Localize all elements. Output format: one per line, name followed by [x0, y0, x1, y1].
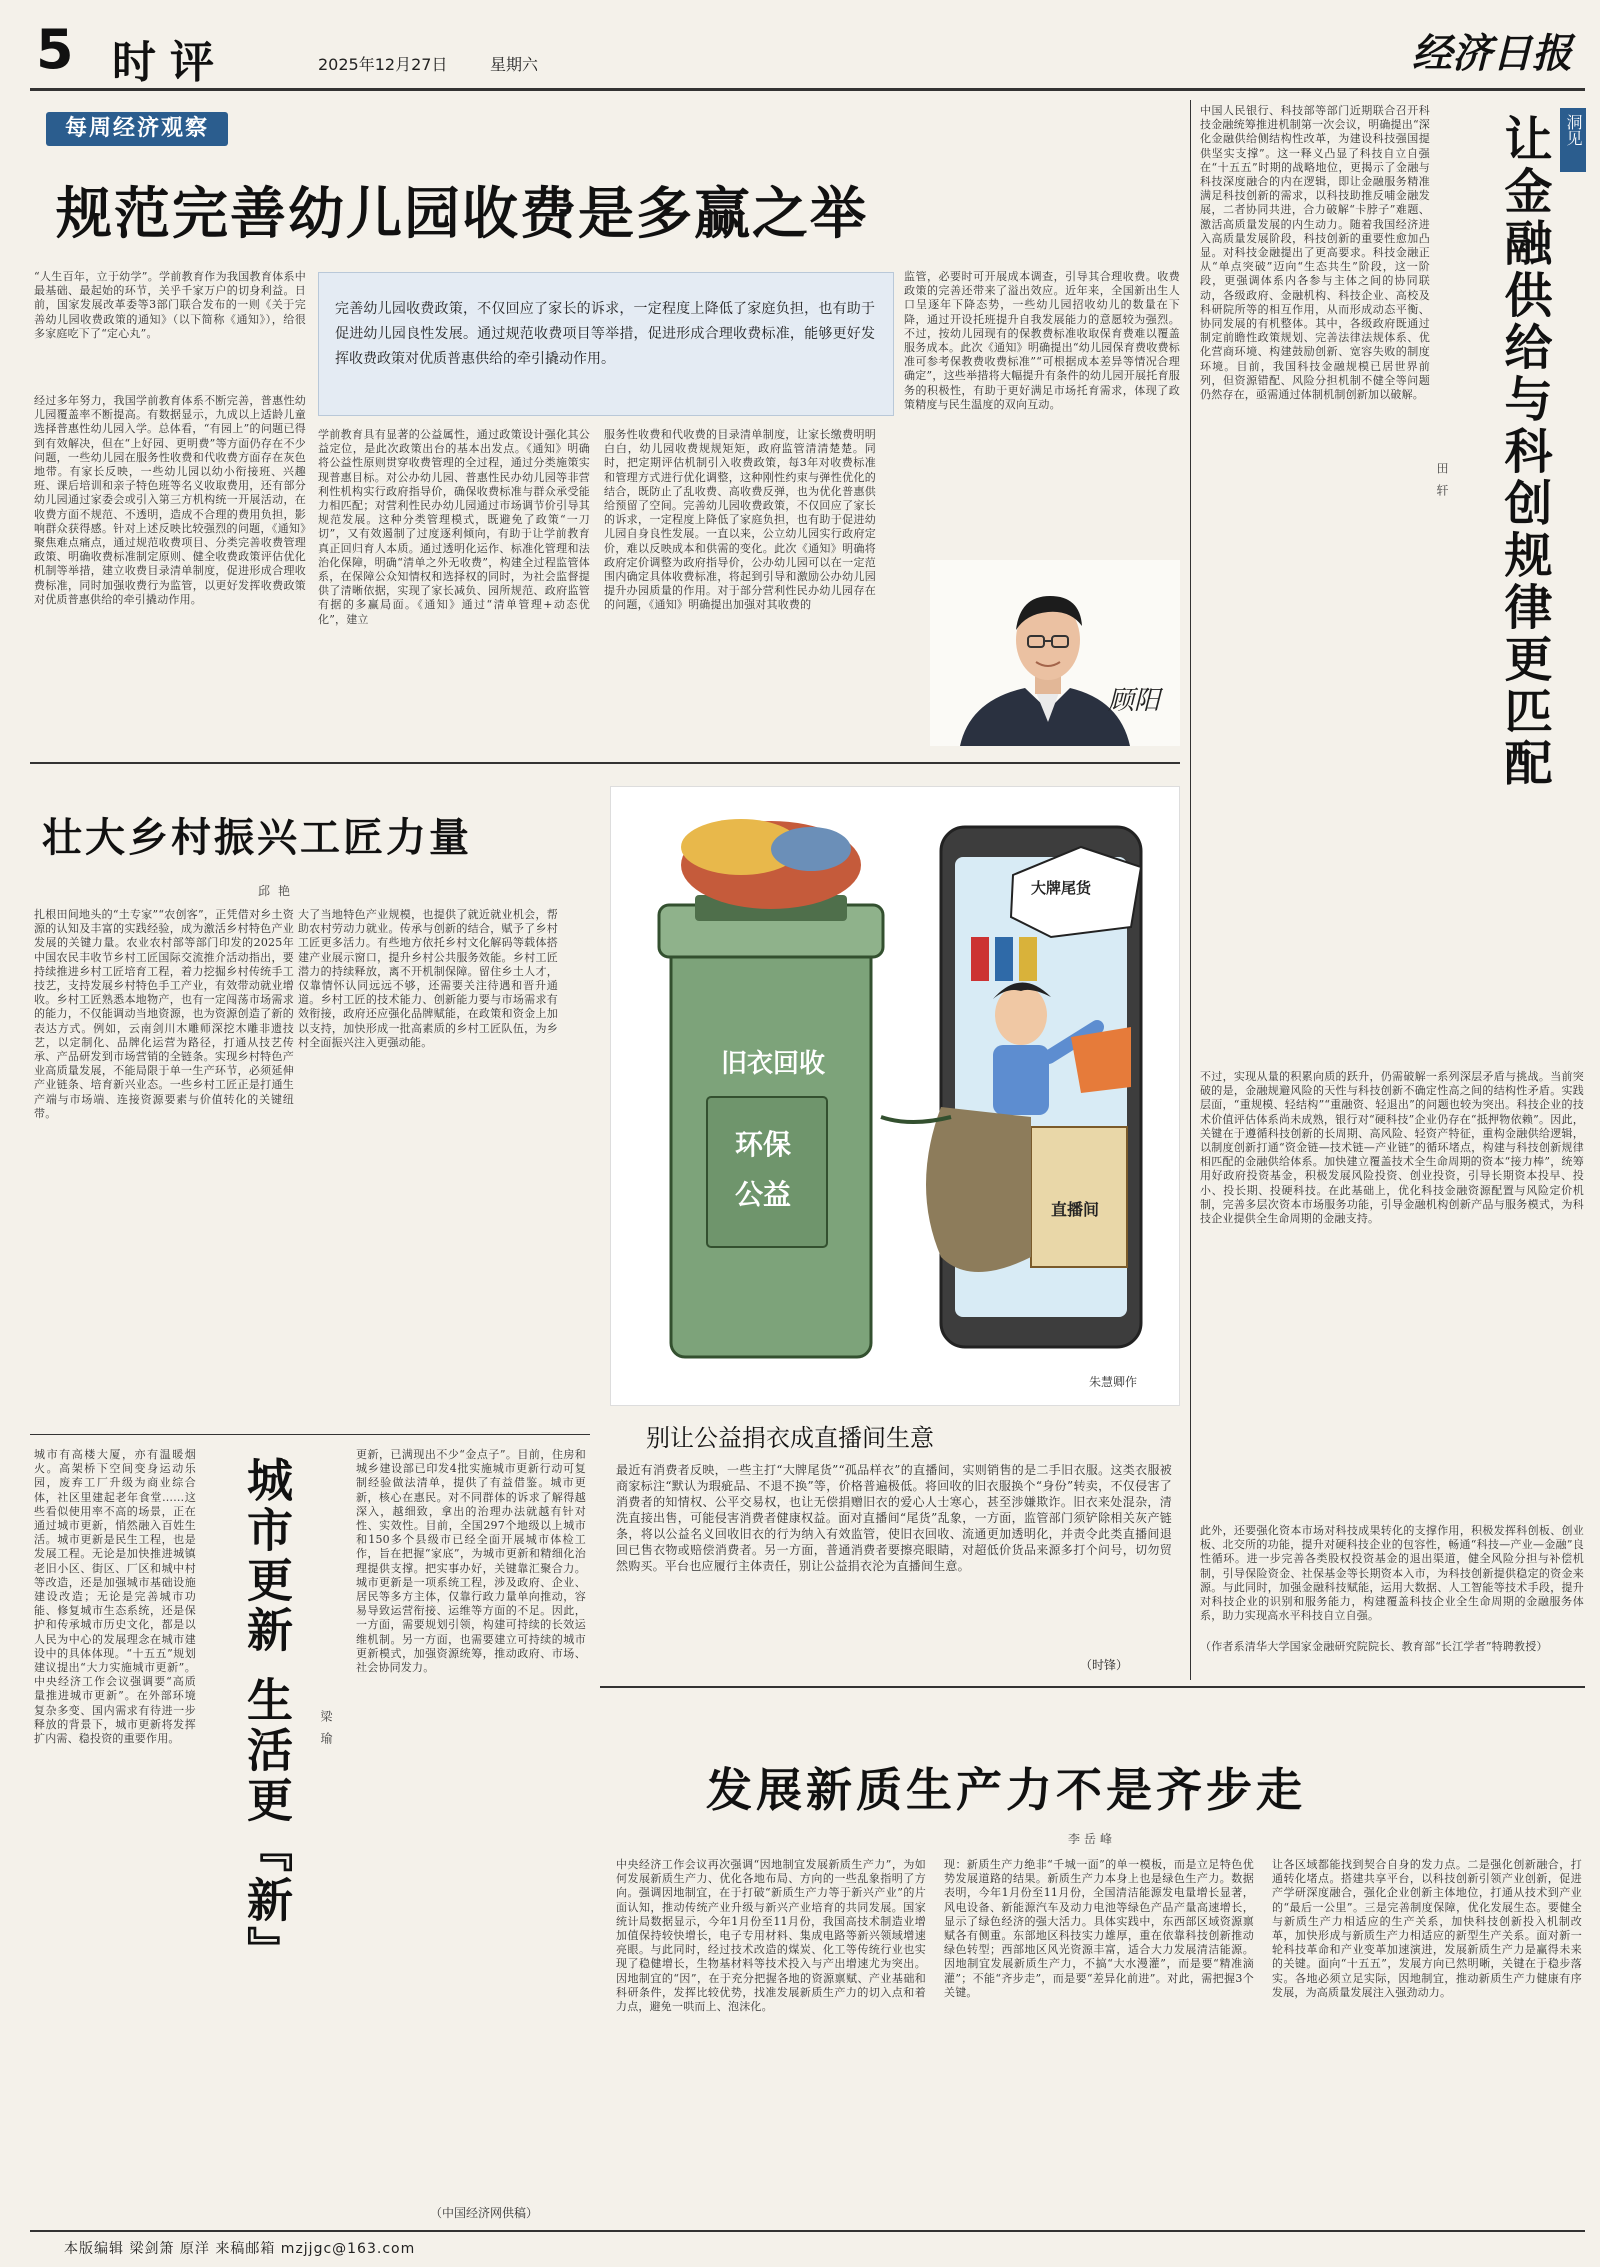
issue-date: 2025年12月27日: [318, 55, 448, 74]
a2-col2-body: 大了当地特色产业规模，也提供了就近就业机会，帮助农村劳动力就业。传承与创新的结合，赋予了乡村工匠更多活力。有些地方依托乡村文化解码等载体搭建产业展示窗口，提升乡村公共服务效能。乡村工匠潜力的持续释放，离不开机制保障。留住乡土人才，仅靠情怀认同远远不够，还需要关注待遇和晋升通道。乡村工匠的技术能力、创新能力要与市场需求有效衔接，政府还应强化品牌赋能，在政策和资金上加以支持，加快形成一批高素质的乡村工匠队伍，为乡村全面振兴注入更强动能。: [298, 908, 558, 1049]
a4-sign: （时锋）: [1080, 1658, 1129, 1672]
cartoon-bin-label-3: 公益: [735, 1178, 792, 1211]
a2-col1-body: 扎根田间地头的“土专家”“农创客”，正凭借对乡土资源的认知及丰富的实践经验，成为激活乡村特色产业发展的关键力量。农业农村部等部门印发的2025年中国农民丰收节乡村工匠国际交流推介活动指出，要持续推进乡村工匠培育工程，着力挖掘乡村传统手工技艺，支持发展乡村特色手工产业，有效带动就业增收。乡村工匠熟悉本地物产，也有一定闯荡市场需求的能力，不仅能调动当地资源，也为资源创造了新的表达方式。例如，云南剑川木雕师深挖木雕非遗技艺，以定制化、品牌化运营为路径，打通从技艺传承、产品研发到市场营销的全链条。实现乡村特色产业高质量发展，不能局限于单一生产环节，必须延伸产业链条、培育新兴业态。一些乡村工匠正是打通生产端与市场端、连接资源要素与价值转化的关键纽带。: [34, 908, 294, 1120]
section-name: 时评: [112, 37, 228, 88]
headline-rural-craftsmen: 壮大乡村振兴工匠力量: [42, 815, 472, 861]
cartoon-drawing: [611, 787, 1179, 1405]
a5-bio: （作者系清华大学国家金融研究院院长、教育部“长江学者”特聘教授）: [1200, 1640, 1548, 1653]
column-tag-insight: [1560, 108, 1586, 172]
column-tag-insight-label: 洞见: [1564, 114, 1583, 146]
cartoon: [610, 786, 1180, 1406]
page-number: 5: [36, 18, 74, 81]
a5-col3-body: 此外，还要强化资本市场对科技成果转化的支撑作用，积极发挥科创板、创业板、北交所的功能，提升对硬科技企业的包容性，畅通“科技—产业—金融”良性循环。进一步完善各类股权投资基金的退出渠道，健全风险分担与补偿机制，引导保险资金、社保基金等长期资本入市，为科技创新提供稳定的资金来源。与此同时，加强金融科技赋能，运用大数据、人工智能等技术手段，提升对科技企业的识别和服务能力，构建覆盖科技企业全生命周期的金融服务体系，助力实现高水平科技自立自强。: [1200, 1524, 1584, 1623]
newspaper-logo: 经济日报: [1412, 30, 1572, 77]
author-portrait: [930, 560, 1180, 746]
masthead-rule: [30, 88, 1585, 91]
a6-col1-body: 中央经济工作会议再次强调“因地制宜发展新质生产力”，为如何发展新质生产力、优化各地布局、方向的一些乱象指明了方向。强调因地制宜，在于打破“新质生产力等于新兴产业”的片面认知，推动传统产业升级与新兴产业培育的共同发展。国家统计局数据显示，今年1月份至11月份，我国高技术制造业增加值保持较快增长，电子专用材料、集成电路等新兴领域增速亮眼。与此同时，经过技术改造的煤炭、化工等传统行业也实现了稳健增长，生物基材料等技术投入与产出增速尤为突出。因地制宜的“因”，在于充分把握各地的资源禀赋、产业基础和科研条件，发挥比较优势，找准发展新质生产力的切入点和着力点，避免一哄而上、泡沫化。: [616, 1858, 926, 2014]
headline-urban-renewal: 城市更新 生活更『新』: [240, 1456, 294, 1977]
a5-author: 田轩: [1435, 462, 1449, 506]
footer-editors: 本版编辑 梁剑箫 原洋 来稿邮箱 mzjjgc@163.com: [64, 2241, 416, 2257]
a1-col2-body: 学前教育具有显著的公益属性，通过政策设计强化其公益定位，是此次政策出台的基本出发点。《通知》明确将公益性原则贯穿收费管理的全过程，通过分类施策实现普惠目标。对公办幼儿园、普惠性民办幼儿园等非营利性机构实行政府指导价，确保收费标准与群众承受能力相匹配；对营利性民办幼儿园通过市场调节价引导其规范发展。这种分类管理模式，既避免了政策“一刀切”，又有效遏制了过度逐利倾向，有助于让学前教育真正回归育人本质。通过透明化运作、标准化管理和法治化保障，明确“清单之外无收费”，构建全过程监管体系，在保障公众知情权和选择权的同时，为社会监督提供了清晰依据，实现了家长减负、园所规范、政府监管有据的多赢局面。《通知》通过“清单管理+动态优化”，建立: [318, 428, 590, 626]
cartoon-bin-label-1: 旧衣回收: [721, 1049, 826, 1079]
cartoon-bubble-label: 大牌尾货: [1031, 879, 1092, 897]
headline-kindergarten-fees: 规范完善幼儿园收费是多赢之举: [56, 182, 868, 247]
a3-credit: （中国经济网供稿）: [430, 2206, 539, 2220]
a2-author: 邱艳: [258, 884, 299, 898]
summary-box: [318, 272, 894, 416]
column-tag: [46, 112, 228, 146]
cartoon-bin-label-2: 环保: [735, 1128, 792, 1161]
issue-weekday: 星期六: [490, 55, 539, 74]
author-signature: 顾阳: [1108, 686, 1161, 716]
a1-col4-body: 监管，必要时可开展成本调查，引导其合理收费。收费政策的完善还带来了溢出效应。近年来，全国新出生人口呈逐年下降态势，一些幼儿园招收幼儿的数量在下降，通过开设托班提升自我发展能力的意愿较为强烈。不过，按幼儿园现有的保教费标准收取保育费难以覆盖服务成本。此次《通知》明确提出“幼儿园保育费收费标准可参考保教费收费标准”“可根据成本差异等情况合理确定”，这些举措将大幅提升有条件的幼儿园开展托育服务的积极性，有助于更好满足市场托育需求，体现了政策精度与民生温度的双向互动。: [904, 270, 1180, 411]
a6-author: 李岳峰: [1068, 1832, 1117, 1846]
headline-new-productivity: 发展新质生产力不是齐步走: [706, 1763, 1306, 1817]
a3-col1-body: 城市有高楼大厦，亦有温暖烟火。高架桥下空间变身运动乐园，废弃工厂升级为商业综合体，社区里建起老年食堂……这些看似使用率不高的场景，正在通过城市更新，悄然融入百姓生活。城市更新是民生工程，也是发展工程。无论是加快推进城镇老旧小区、街区、厂区和城中村等改造，还是加强城市基础设施建设改造；无论是完善城市功能、修复城市生态系统，还是保护和传承城市历史文化，都是以人民为中心的发展理念在城市建设中的具体体现。“十五五”规划建议提出“大力实施城市更新”。中央经济工作会议强调要“高质量推进城市更新”。在外部环境复杂多变、国内需求有待进一步释放的背景下，城市更新将发挥扩内需、稳投资的重要作用。: [34, 1448, 196, 1746]
column-tag-label: 每周经济观察: [64, 116, 209, 141]
rule-right-column: [1190, 100, 1191, 1680]
cartoon-artist-credit: 朱慧卿作: [1089, 1375, 1138, 1389]
a4-body: 最近有消费者反映，一些主打“大牌尾货”“孤品样衣”的直播间，实则销售的是二手旧衣服。这类衣服被商家标注“默认为瑕疵品、不退不换”等，价格普遍极低。将回收的旧衣服换个“身份”转卖，不仅侵害了消费者的知情权、公平交易权，也让无偿捐赠旧衣的爱心人士寒心，甚至涉嫌欺诈。旧衣来处混杂，清洗直接出售，可能侵害消费者健康权益。面对直播间“尾货”乱象，一方面，监管部门须铲除相关灰产链条，将以公益名义回收旧衣的行为纳入有效监管，使旧衣回收、流通更加透明化，并责令此类直播间退回已售衣物或赔偿消费者。另一方面，普通消费者要擦亮眼睛，对超低价货品来源多打个问号，切勿贸然购买。平台也应履行主体责任，别让公益捐衣沦为直播间生意。: [616, 1463, 1172, 1573]
footer-rule: [30, 2230, 1585, 2232]
a5-col1-body: 中国人民银行、科技部等部门近期联合召开科技金融统筹推进机制第一次会议，明确提出“深化金融供给侧结构性改革，为建设科技强国提供坚实支撑”。这一释义凸显了科技自立自强在“十五五”时期的战略地位，更揭示了金融与科技深度融合的内在逻辑，即让金融服务精准满足科技创新的需求，以科技助推反哺金融发展，二者协同共进，合力破解“卡脖子”难题、激活高质量发展的内生动力。随着我国经济进入高质量发展阶段，科技创新的重要性愈加凸显。对科技金融提出了更高要求。科技金融正从“单点突破”迈向“生态共生”阶段，这一阶段，更强调体系内各参与主体之间的协同联动，各级政府、金融机构、科技企业、高校及科研院所等的相互作用，从而形成动态平衡、协同发展的有机整体。其中，各级政府既通过制定前瞻性政策规划、完善法律法规体系、优化营商环境、构建鼓励创新、宽容失败的制度环境。目前，我国科技金融规模已居世界前列，但资源错配、风险分担机制不健全等问题仍然存在，亟需通过体制机制创新加以破解。: [1200, 104, 1430, 402]
portrait-illustration: [930, 560, 1180, 746]
rule-a2-bottom: [30, 1434, 590, 1435]
cartoon-screen-label: 直播间: [1051, 1200, 1100, 1219]
a6-col3-body: 让各区域都能找到契合自身的发力点。二是强化创新融合，打通转化堵点。搭建共享平台，以科技创新引领产业创新，促进产学研深度融合，强化企业创新主体地位，打通从技术到产业的“最后一公里”。三是完善制度保障，优化发展生态。要健全与新质生产力相适应的生产关系，加快科技创新投入机制改革，加快形成与新质生产力相适应的新型生产关系。面对新一轮科技革命和产业变革加速演进，发展新质生产力是赢得未来的关键。面向“十五五”，发展方向已然明晰，关键在于稳步落实。各地必须立足实际，因地制宜，推动新质生产力健康有序发展，为高质量发展注入强劲动力。: [1272, 1858, 1582, 1999]
a6-col2-body: 现：新质生产力绝非“千城一面”的单一模板，而是立足特色优势发展道路的结果。新质生产力本身上也是绿色生产力。数据表明，今年1月份至11月份，全国清洁能源发电量增长显著，风电设备、新能源汽车及动力电池等绿色产品产量高速增长，显示了绿色经济的强大活力。具体实践中，东西部区域资源禀赋各有侧重。东部地区科技实力雄厚，重在依靠科技创新推动绿色转型；西部地区风光资源丰富，适合大力发展清洁能源。因地制宜发展新质生产力，不搞“大水漫灌”，而是要“精准滴灌”；不能“齐步走”，而是要“差异化前进”。对此，需把握3个关键。: [944, 1858, 1254, 1999]
a3-col2-body: 更新，已满现出不少“金点子”。目前，住房和城乡建设部已印发4批实施城市更新行动可复制经验做法清单，提供了有益借鉴。城市更新，核心在惠民。对不同群体的诉求了解得越深入，越细致，拿出的治理办法就越有针对性、实效性。目前，全国297个地级以上城市和150多个县级市已经全面开展城市体检工作，旨在把握“家底”，为城市更新和精细化治理提供支撑。把实事办好，关键靠汇聚合力。城市更新是一项系统工程，涉及政府、企业、居民等多方主体，仅靠行政力量单向推动，容易导致运营衔接、运维等方面的不足。因此，一方面，需要规划引领，构建可持续的长效运维机制。另一方面，也需要建立可持续的城市更新模式，加强资源统筹，推动政府、市场、社会协同发力。: [356, 1448, 586, 1675]
a1-col3-body: 服务性收费和代收费的目录清单制度，让家长缴费明明白白，幼儿园收费规规矩矩，政府监管清清楚楚。同时，把定期评估机制引入收费政策，每3年对收费标准和管理方式进行优化调整，这种刚性约束与弹性优化的结合，既防止了乱收费、高收费反弹，也为优化普惠供给预留了空间。完善幼儿园收费政策，不仅回应了家长的诉求，一定程度上降低了家庭负担，也有助于促进幼儿园自身良性发展。一直以来，公立幼儿园实行政府定价，难以反映成本和供需的变化。此次《通知》明确将政府定价调整为政府指导价，公办幼儿园可以在一定范围内确定具体收费标准，将起到引导和激励公办幼儿园提升办园质量的作用。对于部分营利性民办幼儿园存在的问题，《通知》明确提出加强对其收费的: [604, 428, 876, 612]
masthead: [0, 0, 1600, 88]
a5-col2-body: 不过，实现从量的积累向质的跃升，仍需破解一系列深层矛盾与挑战。当前突破的是，金融规避风险的天性与科技创新不确定性高之间的结构性矛盾。实践层面，“重规模、轻结构”“重融资、轻退出”的问题也较为突出。科技企业的技术价值评估体系尚未成熟，银行对“硬科技”企业仍存在“抵押物依赖”。因此，关键在于遵循科技创新的长周期、高风险、轻资产特征，重构金融供给逻辑，以制度创新打通“资金链—技术链—产业链”的循环堵点，构建与科技创新规律相匹配的金融供给体系。加快建立覆盖技术全生命周期的资本“接力棒”，统筹用好政府投资基金，积极发展风险投资、创业投资，引导长期资本投早、投小、投长期、投硬科技。在此基础上，优化科技金融资源配置与风险定价机制，完善多层次资本市场服务功能，引导金融机构创新产品与服务模式，为科技企业提供全生命周期的金融支持。: [1200, 1070, 1584, 1226]
a1-col1-body: 经过多年努力，我国学前教育体系不断完善，普惠性幼儿园覆盖率不断提高。有数据显示，九成以上适龄儿童选择普惠性幼儿园入学。总体看，“有园上”的问题已得到有效解决，但在“上好园、更明费”等方面仍存在不少问题，一些幼儿园在服务性收费和代收费方面存在灰色地带。有家长反映，一些幼儿园以幼小衔接班、兴趣班、课后培训和亲子特色班等名义收取费用，还有部分幼儿园通过家委会或引入第三方机构统一开展活动，在收费方面不规范、不透明，造成不合理的费用负担，影响群众获得感。针对上述反映比较强烈的问题，《通知》聚焦难点痛点，通过规范收费项目、分类完善收费管理政策、明确收费标准制定原则、健全收费政策评估优化机制等举措，建立收费目录清单制度，促进形成合理收费标准，同时加强收费行为监管，以更好发挥收费政策对优质普惠供给的牵引撬动作用。: [34, 394, 306, 606]
summary-text: 完善幼儿园收费政策，不仅回应了家长的诉求，一定程度上降低了家庭负担，也有助于促进幼儿园良性发展。通过规范收费项目等举措，促进形成合理收费标准，能够更好发挥收费政策对优质普惠供给的牵引撬动作用。: [335, 301, 875, 367]
headline-charity-clothes: 别让公益捐衣成直播间生意: [646, 1424, 934, 1452]
a3-author: 梁瑜: [319, 1710, 333, 1754]
rule-a1-bottom: [30, 762, 1180, 764]
a1-col1-top: “人生百年，立于幼学”。学前教育作为我国教育体系中最基础、最起始的环节，关乎千家万户的切身利益。日前，国家发展改革委等3部门联合发布的一则《关于完善幼儿园收费政策的通知》（以下简称《通知》），给很多家庭吃下了“定心丸”。: [34, 270, 306, 340]
headline-finance-innovation: 让金融供给与科创规律更匹配: [1496, 114, 1552, 790]
rule-a4-bottom: [600, 1686, 1585, 1688]
